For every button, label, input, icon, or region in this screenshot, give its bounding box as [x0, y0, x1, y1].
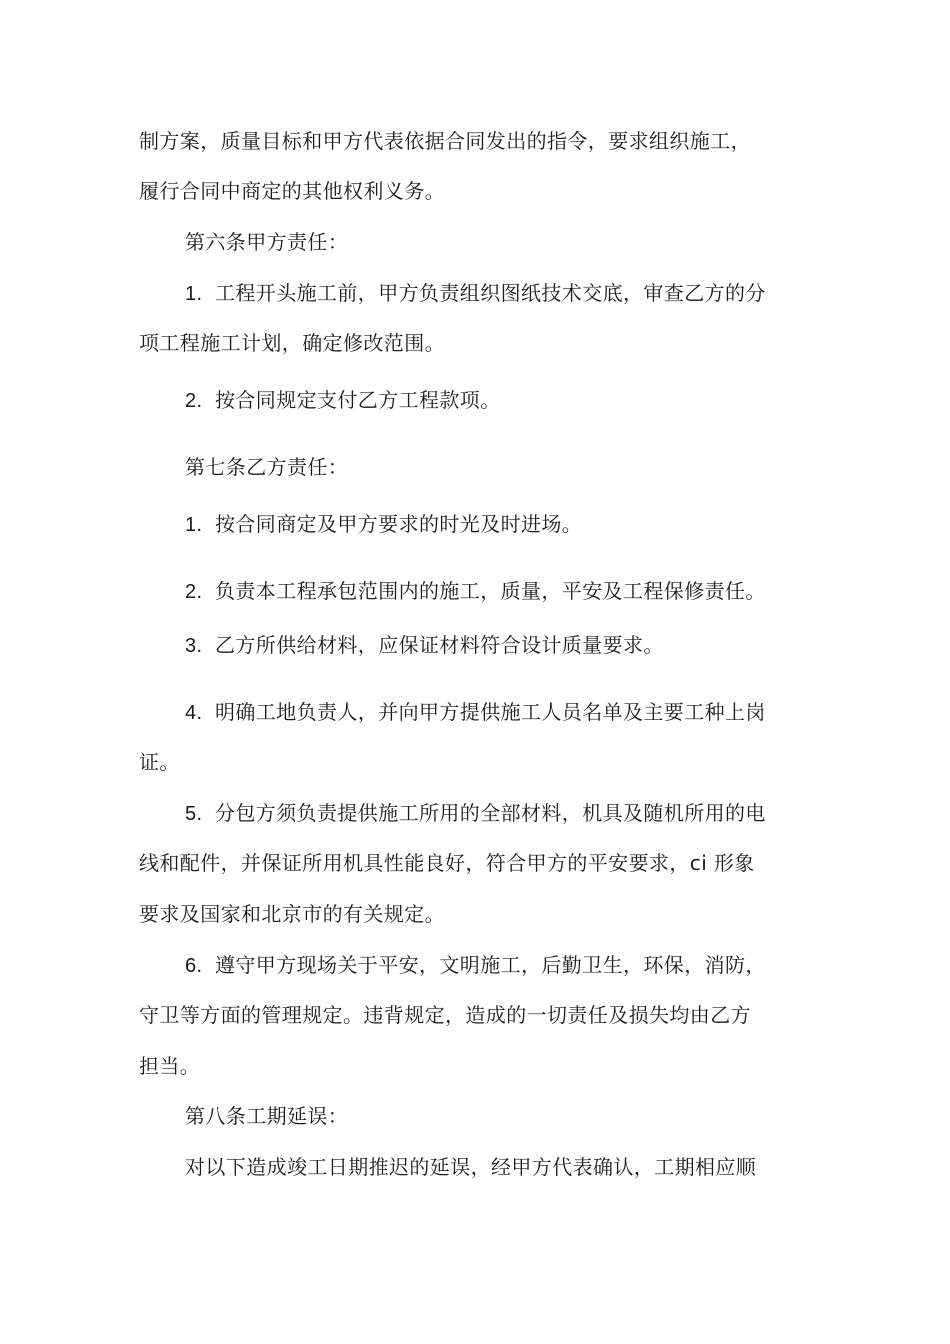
- list-number: 4.: [185, 702, 203, 724]
- list-text: 乙方所供给材料，应保证材料符合设计质量要求。: [215, 633, 664, 657]
- list-item: [185, 387, 501, 414]
- list-text: 按合同规定支付乙方工程款项。: [215, 388, 501, 412]
- article-heading: 第六条甲方责任：: [185, 230, 349, 254]
- list-item: [185, 952, 766, 979]
- text-line: 担当。: [139, 1054, 201, 1078]
- text-line: 守卫等方面的管理规定。违背规定，造成的一切责任及损失均由乙方: [139, 1003, 751, 1027]
- text-line: 项工程施工计划，确定修改范围。: [139, 331, 445, 355]
- list-text: 工程开头施工前，甲方负责组织图纸技术交底，审查乙方的分: [215, 281, 766, 305]
- list-number: 2.: [185, 390, 203, 412]
- list-item: [185, 699, 766, 726]
- text-line: 履行合同中商定的其他权利义务。: [139, 179, 445, 203]
- list-item: [185, 280, 766, 307]
- list-text: 负责本工程承包范围内的施工，质量，平安及工程保修责任。: [215, 579, 766, 603]
- list-item: [185, 632, 664, 659]
- list-number: 3.: [185, 635, 203, 657]
- list-number: 6.: [185, 955, 203, 977]
- text-line: 证。: [139, 750, 180, 774]
- list-text: 明确工地负责人，并向甲方提供施工人员名单及主要工种上岗: [215, 700, 766, 724]
- list-number: 1.: [185, 283, 203, 305]
- list-number: 5.: [185, 803, 203, 825]
- text-line: 要求及国家和北京市的有关规定。: [139, 902, 445, 926]
- list-item: [185, 800, 766, 827]
- article-heading: 第八条工期延误：: [185, 1104, 349, 1128]
- text-line: 对以下造成竣工日期推迟的延误，经甲方代表确认，工期相应顺: [185, 1155, 757, 1179]
- list-number: 2.: [185, 581, 203, 603]
- list-text: 遵守甲方现场关于平安，文明施工，后勤卫生，环保，消防，: [215, 953, 766, 977]
- list-item: [185, 578, 766, 605]
- list-item: [185, 511, 582, 538]
- list-number: 1.: [185, 514, 203, 536]
- text-line: 线和配件，并保证所用机具性能良好，符合甲方的平安要求，ci 形象: [139, 851, 755, 875]
- list-text: 按合同商定及甲方要求的时光及时进场。: [215, 512, 583, 536]
- text-line: 制方案，质量目标和甲方代表依据合同发出的指令，要求组织施工，: [139, 129, 751, 153]
- article-heading: 第七条乙方责任：: [185, 455, 349, 479]
- list-text: 分包方须负责提供施工所用的全部材料，机具及随机所用的电: [215, 801, 766, 825]
